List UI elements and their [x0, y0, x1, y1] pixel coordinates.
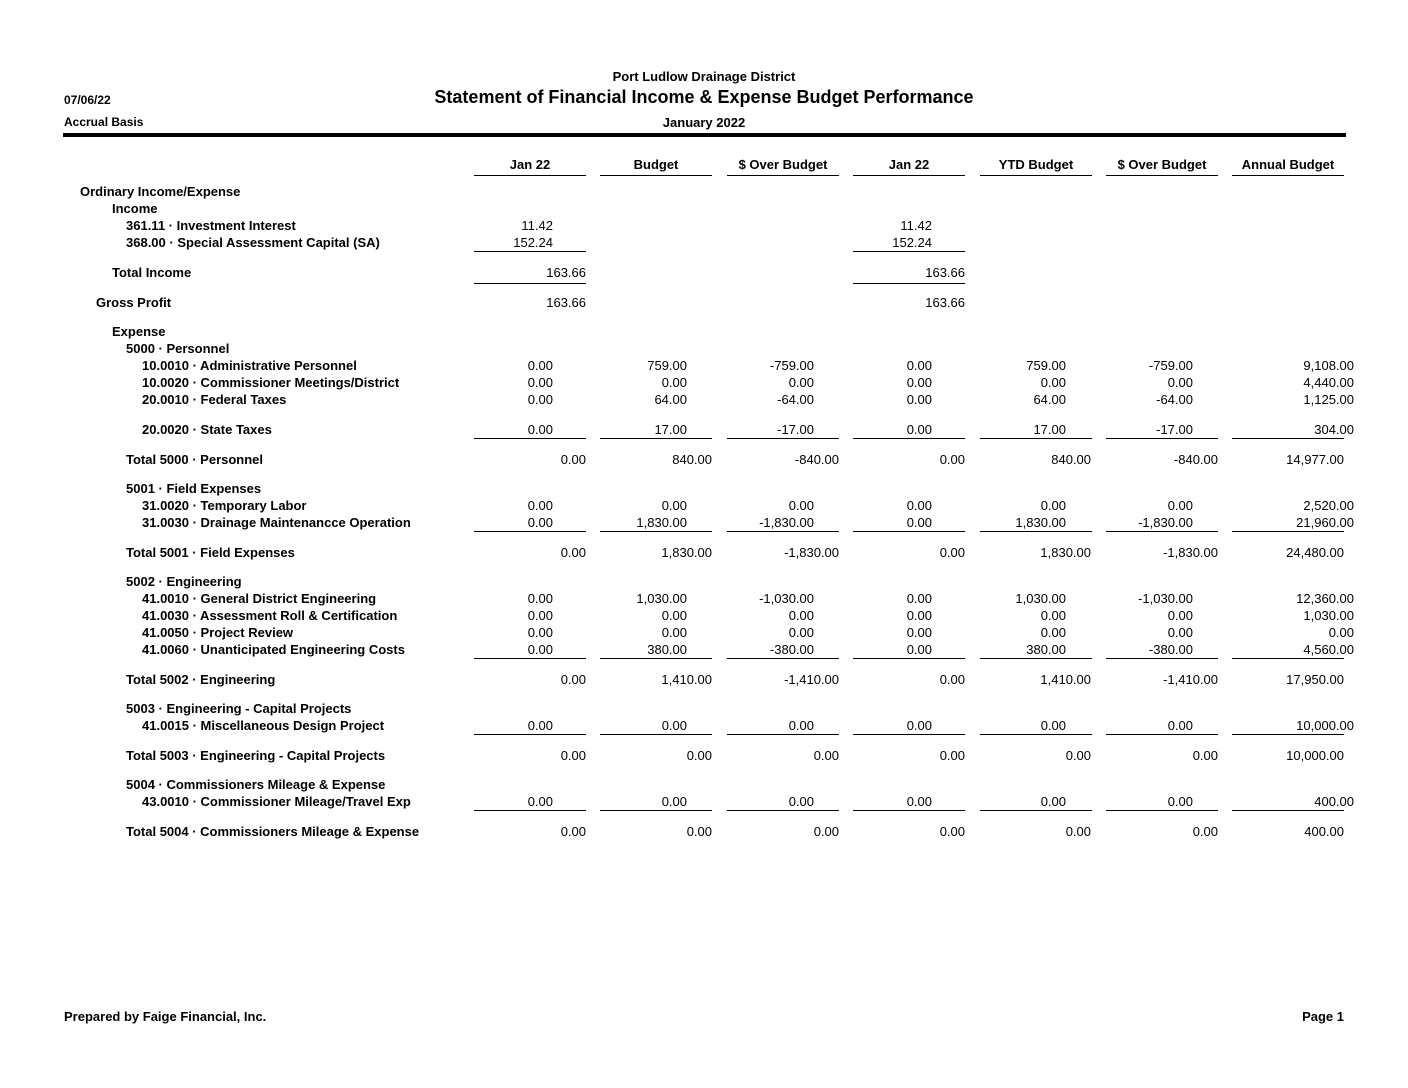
- value-cell: -1,830.00: [784, 545, 839, 560]
- value-cell: 0.00: [560, 545, 586, 560]
- value-cell: 0.00: [939, 748, 965, 763]
- value-cell: 0.00: [661, 375, 687, 390]
- value-cell: 1,830.00: [1015, 515, 1066, 530]
- value-cell: 0.00: [906, 358, 932, 373]
- report-date: 07/06/22: [64, 93, 111, 107]
- value-cell: 0.00: [788, 625, 814, 640]
- total-row-label: Total Income: [112, 265, 192, 280]
- subtotal-underline: [727, 810, 839, 811]
- subtotal-underline: [474, 810, 586, 811]
- section-label: 5000 · Personnel: [126, 341, 230, 356]
- value-cell: 1,830.00: [661, 545, 712, 560]
- prepared-by: Prepared by Faige Financial, Inc.: [64, 1009, 267, 1024]
- value-cell: -1,410.00: [784, 672, 839, 687]
- value-cell: 0.00: [527, 608, 553, 623]
- value-cell: 0.00: [1167, 718, 1193, 733]
- subtotal-underline: [474, 658, 586, 659]
- value-cell: 0.00: [906, 591, 932, 606]
- subtotal-underline: [853, 658, 965, 659]
- subtotal-underline: [1232, 531, 1344, 532]
- total-row-label: Total 5002 · Engineering: [126, 672, 276, 687]
- account-label: 41.0015 · Miscellaneous Design Project: [142, 718, 385, 733]
- account-label: 368.00 · Special Assessment Capital (SA): [126, 235, 380, 250]
- value-cell: 12,360.00: [1296, 591, 1354, 606]
- subtotal-underline: [1106, 810, 1218, 811]
- value-cell: 0.00: [1167, 794, 1193, 809]
- value-cell: 1,030.00: [1015, 591, 1066, 606]
- value-cell: 11.42: [521, 218, 553, 233]
- value-cell: 0.00: [1065, 824, 1091, 839]
- value-cell: 0.00: [527, 642, 553, 657]
- column-header: Jan 22: [509, 157, 551, 172]
- value-cell: -1,830.00: [1138, 515, 1193, 530]
- column-header: YTD Budget: [998, 157, 1074, 172]
- value-cell: 0.00: [527, 718, 553, 733]
- subtotal-underline: [1106, 438, 1218, 439]
- value-cell: 304.00: [1314, 422, 1354, 437]
- subtotal-underline: [1232, 438, 1344, 439]
- account-label: 41.0060 · Unanticipated Engineering Costs: [142, 642, 405, 657]
- value-cell: 152.24: [892, 235, 932, 250]
- column-header: $ Over Budget: [1117, 157, 1207, 172]
- value-cell: 9,108.00: [1303, 358, 1354, 373]
- total-row-label: Total 5000 · Personnel: [126, 452, 264, 467]
- value-cell: 163.66: [925, 295, 965, 310]
- value-cell: 0.00: [560, 452, 586, 467]
- account-label: 10.0020 · Commissioner Meetings/District: [142, 375, 400, 390]
- value-cell: -1,830.00: [1163, 545, 1218, 560]
- total-row-label: Total 5001 · Field Expenses: [126, 545, 295, 560]
- value-cell: 0.00: [906, 625, 932, 640]
- value-cell: 0.00: [527, 392, 553, 407]
- subtotal-underline: [474, 251, 586, 252]
- value-cell: 1,030.00: [636, 591, 687, 606]
- value-cell: 0.00: [560, 672, 586, 687]
- total-row-label: Total 5003 · Engineering - Capital Projects: [126, 748, 386, 763]
- value-cell: 0.00: [906, 375, 932, 390]
- value-cell: 0.00: [939, 672, 965, 687]
- section-label: 5004 · Commissioners Mileage & Expense: [126, 777, 386, 792]
- subtotal-underline: [727, 531, 839, 532]
- value-cell: 0.00: [788, 794, 814, 809]
- value-cell: 1,830.00: [636, 515, 687, 530]
- value-cell: 163.66: [546, 295, 586, 310]
- value-cell: 380.00: [647, 642, 687, 657]
- value-cell: 0.00: [1167, 375, 1193, 390]
- section-label: 5001 · Field Expenses: [126, 481, 262, 496]
- account-label: 31.0020 · Temporary Labor: [142, 498, 307, 513]
- value-cell: 400.00: [1314, 794, 1354, 809]
- value-cell: 17.00: [1033, 422, 1066, 437]
- total-underline: [853, 283, 965, 284]
- value-cell: 0.00: [1167, 608, 1193, 623]
- value-cell: -759.00: [769, 358, 814, 373]
- subtotal-underline: [980, 658, 1092, 659]
- value-cell: 163.66: [925, 265, 965, 280]
- value-cell: 0.00: [1040, 375, 1066, 390]
- subtotal-underline: [980, 438, 1092, 439]
- value-cell: 0.00: [1167, 498, 1193, 513]
- value-cell: 0.00: [906, 608, 932, 623]
- value-cell: 0.00: [661, 625, 687, 640]
- total-row-label: Gross Profit: [96, 295, 172, 310]
- value-cell: 0.00: [661, 794, 687, 809]
- value-cell: 0.00: [906, 515, 932, 530]
- section-label: Expense: [112, 324, 166, 339]
- value-cell: 17,950.00: [1286, 672, 1344, 687]
- value-cell: 0.00: [527, 498, 553, 513]
- value-cell: 0.00: [1328, 625, 1354, 640]
- value-cell: 0.00: [1192, 824, 1218, 839]
- value-cell: 1,030.00: [1303, 608, 1354, 623]
- value-cell: 0.00: [686, 748, 712, 763]
- subtotal-underline: [727, 734, 839, 735]
- subtotal-underline: [600, 734, 712, 735]
- value-cell: 24,480.00: [1286, 545, 1344, 560]
- subtotal-underline: [727, 658, 839, 659]
- value-cell: 0.00: [906, 392, 932, 407]
- subtotal-underline: [853, 251, 965, 252]
- value-cell: -1,830.00: [759, 515, 814, 530]
- account-label: 20.0020 · State Taxes: [142, 422, 272, 437]
- value-cell: 21,960.00: [1296, 515, 1354, 530]
- value-cell: 0.00: [1167, 625, 1193, 640]
- value-cell: 0.00: [527, 422, 553, 437]
- value-cell: 0.00: [527, 625, 553, 640]
- value-cell: 4,560.00: [1303, 642, 1354, 657]
- value-cell: -1,030.00: [759, 591, 814, 606]
- total-underline: [474, 283, 586, 284]
- subtotal-underline: [600, 531, 712, 532]
- account-label: 361.11 · Investment Interest: [126, 218, 296, 233]
- value-cell: 0.00: [1065, 748, 1091, 763]
- value-cell: -17.00: [777, 422, 814, 437]
- value-cell: 400.00: [1304, 824, 1344, 839]
- value-cell: 0.00: [560, 748, 586, 763]
- value-cell: 0.00: [527, 591, 553, 606]
- value-cell: 64.00: [654, 392, 687, 407]
- subtotal-underline: [1232, 658, 1344, 659]
- value-cell: 0.00: [906, 794, 932, 809]
- value-cell: 0.00: [939, 545, 965, 560]
- value-cell: 0.00: [788, 375, 814, 390]
- value-cell: 4,440.00: [1303, 375, 1354, 390]
- section-label: Income: [112, 201, 158, 216]
- account-label: 31.0030 · Drainage Maintenancce Operation: [142, 515, 411, 530]
- subtotal-underline: [980, 531, 1092, 532]
- value-cell: 0.00: [527, 375, 553, 390]
- accounting-basis: Accrual Basis: [64, 115, 144, 129]
- value-cell: 0.00: [1040, 498, 1066, 513]
- subtotal-underline: [474, 438, 586, 439]
- column-header: Annual Budget: [1241, 157, 1335, 172]
- company-name: Port Ludlow Drainage District: [612, 69, 796, 84]
- value-cell: 152.24: [513, 235, 553, 250]
- column-header: $ Over Budget: [738, 157, 828, 172]
- account-label: 43.0010 · Commissioner Mileage/Travel Exp: [142, 794, 411, 809]
- account-label: 41.0010 · General District Engineering: [142, 591, 377, 606]
- report-title: Statement of Financial Income & Expense Budget Performance: [434, 87, 974, 107]
- report-period: January 2022: [662, 115, 746, 130]
- value-cell: 0.00: [788, 498, 814, 513]
- section-label: 5002 · Engineering: [126, 574, 242, 589]
- subtotal-underline: [727, 438, 839, 439]
- section-label: 5003 · Engineering - Capital Projects: [126, 701, 352, 716]
- value-cell: 0.00: [1040, 718, 1066, 733]
- account-label: 41.0030 · Assessment Roll & Certification: [142, 608, 398, 623]
- value-cell: 0.00: [527, 515, 553, 530]
- value-cell: 163.66: [546, 265, 586, 280]
- value-cell: 0.00: [560, 824, 586, 839]
- subtotal-underline: [853, 734, 965, 735]
- value-cell: -17.00: [1156, 422, 1193, 437]
- value-cell: 0.00: [906, 642, 932, 657]
- value-cell: 0.00: [788, 718, 814, 733]
- value-cell: 840.00: [1051, 452, 1091, 467]
- subtotal-underline: [980, 734, 1092, 735]
- subtotal-underline: [853, 810, 965, 811]
- section-label: Ordinary Income/Expense: [80, 184, 241, 199]
- subtotal-underline: [980, 810, 1092, 811]
- value-cell: 10,000.00: [1286, 748, 1344, 763]
- account-label: 41.0050 · Project Review: [142, 625, 294, 640]
- subtotal-underline: [853, 531, 965, 532]
- subtotal-underline: [1106, 531, 1218, 532]
- value-cell: -380.00: [1148, 642, 1193, 657]
- value-cell: 0.00: [661, 498, 687, 513]
- value-cell: -759.00: [1148, 358, 1193, 373]
- value-cell: 380.00: [1026, 642, 1066, 657]
- value-cell: -64.00: [777, 392, 814, 407]
- value-cell: 0.00: [686, 824, 712, 839]
- value-cell: 0.00: [1040, 625, 1066, 640]
- subtotal-underline: [474, 531, 586, 532]
- value-cell: 0.00: [661, 608, 687, 623]
- value-cell: 1,410.00: [661, 672, 712, 687]
- value-cell: 0.00: [813, 824, 839, 839]
- value-cell: 0.00: [906, 422, 932, 437]
- subtotal-underline: [853, 438, 965, 439]
- value-cell: -1,030.00: [1138, 591, 1193, 606]
- value-cell: 0.00: [1040, 794, 1066, 809]
- subtotal-underline: [1106, 658, 1218, 659]
- value-cell: 10,000.00: [1296, 718, 1354, 733]
- value-cell: 0.00: [1192, 748, 1218, 763]
- subtotal-underline: [474, 734, 586, 735]
- total-row-label: Total 5004 · Commissioners Mileage & Expense: [126, 824, 420, 839]
- value-cell: 11.42: [900, 218, 932, 233]
- value-cell: 1,410.00: [1040, 672, 1091, 687]
- value-cell: 0.00: [906, 498, 932, 513]
- subtotal-underline: [600, 810, 712, 811]
- value-cell: 17.00: [654, 422, 687, 437]
- value-cell: 1,830.00: [1040, 545, 1091, 560]
- value-cell: -380.00: [769, 642, 814, 657]
- value-cell: 0.00: [939, 452, 965, 467]
- value-cell: 840.00: [672, 452, 712, 467]
- subtotal-underline: [1106, 734, 1218, 735]
- subtotal-underline: [1232, 810, 1344, 811]
- value-cell: -840.00: [1173, 452, 1218, 467]
- value-cell: 0.00: [939, 824, 965, 839]
- value-cell: 0.00: [788, 608, 814, 623]
- value-cell: 0.00: [661, 718, 687, 733]
- column-header: Jan 22: [888, 157, 930, 172]
- value-cell: 2,520.00: [1303, 498, 1354, 513]
- column-header: Budget: [633, 157, 679, 172]
- subtotal-underline: [1232, 734, 1344, 735]
- value-cell: 64.00: [1033, 392, 1066, 407]
- value-cell: 0.00: [813, 748, 839, 763]
- value-cell: 0.00: [906, 718, 932, 733]
- value-cell: -1,410.00: [1163, 672, 1218, 687]
- value-cell: 14,977.00: [1286, 452, 1344, 467]
- subtotal-underline: [600, 438, 712, 439]
- account-label: 10.0010 · Administrative Personnel: [142, 358, 357, 373]
- value-cell: 759.00: [1026, 358, 1066, 373]
- value-cell: 0.00: [527, 794, 553, 809]
- value-cell: -64.00: [1156, 392, 1193, 407]
- page-number: Page 1: [1302, 1009, 1344, 1024]
- value-cell: 1,125.00: [1303, 392, 1354, 407]
- subtotal-underline: [600, 658, 712, 659]
- account-label: 20.0010 · Federal Taxes: [142, 392, 287, 407]
- value-cell: 759.00: [647, 358, 687, 373]
- value-cell: -840.00: [794, 452, 839, 467]
- value-cell: 0.00: [527, 358, 553, 373]
- value-cell: 0.00: [1040, 608, 1066, 623]
